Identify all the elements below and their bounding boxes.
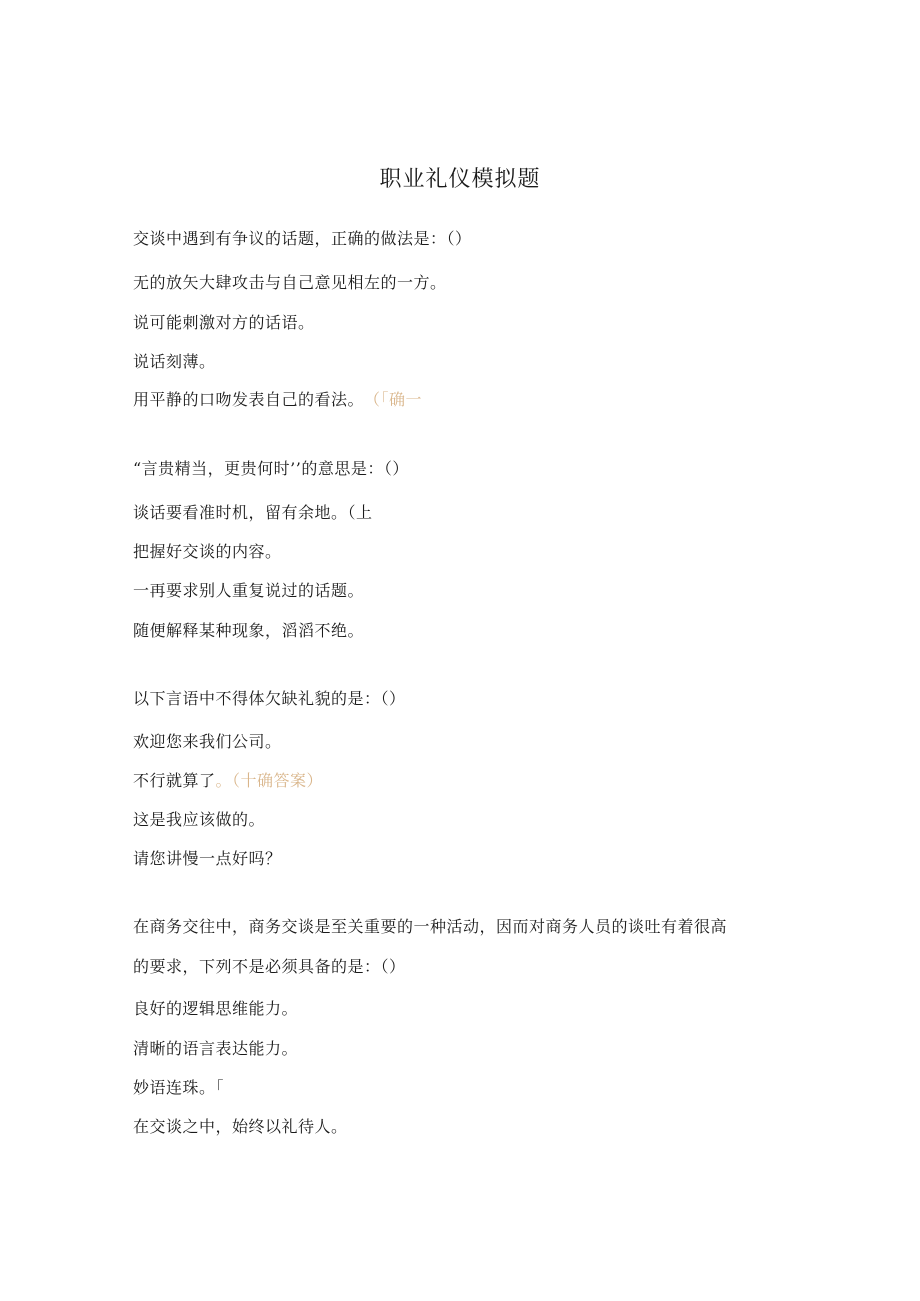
question-3-option-c: 这是我应该做的。 xyxy=(133,810,266,829)
answer-note: 。（十确答案） xyxy=(215,771,324,790)
question-1-option-d xyxy=(133,387,422,410)
question-3-stem: 以下言语中不得体欠缺礼貌的是：（） xyxy=(133,689,406,708)
question-4-stem-line-1: 在商务交往中，商务交谈是至关重要的一种活动，因而对商务人员的谈吐有着很高 xyxy=(133,917,728,936)
question-4-option-a: 良好的逻辑思维能力。 xyxy=(133,999,299,1018)
question-4-stem-line-2: 的要求，下列不是必须具备的是：（） xyxy=(133,957,406,976)
question-3-option-a: 欢迎您来我们公司。 xyxy=(133,732,282,751)
question-1-option-b: 说可能刺激对方的话语。 xyxy=(133,313,315,332)
option-text: 用平静的口吻发表自己的看法。 xyxy=(133,390,365,409)
question-2-option-d: 随便解释某种现象，滔滔不绝。 xyxy=(133,621,365,640)
question-1-option-a: 无的放矢大肆攻击与自己意见相左的一方。 xyxy=(133,273,447,292)
question-2-option-a: 谈话要看准时机，留有余地。（上 xyxy=(133,503,373,522)
question-2-option-b: 把握好交谈的内容。 xyxy=(133,542,282,561)
option-text: 不行就算了 xyxy=(133,771,216,790)
question-1-option-c: 说话刻薄。 xyxy=(133,352,216,371)
question-2-option-c: 一再要求别人重复说过的话题。 xyxy=(133,581,365,600)
question-4-option-d: 在交谈之中，始终以礼待人。 xyxy=(133,1117,348,1136)
question-3-option-d: 请您讲慢一点好吗？ xyxy=(133,849,282,868)
question-2-stem: “言贵精当，更贵何时’’的意思是：（） xyxy=(133,459,409,478)
answer-note: （「确一 xyxy=(372,390,423,409)
document-title: 职业礼仪模拟题 xyxy=(379,167,541,192)
question-4-option-b: 清晰的语言表达能力。 xyxy=(133,1039,299,1058)
question-3-option-b xyxy=(133,768,323,791)
question-1-stem: 交谈中遇到有争议的话题，正确的做法是：（） xyxy=(133,229,472,248)
question-4-option-c: 妙语连珠。「 xyxy=(133,1078,225,1097)
